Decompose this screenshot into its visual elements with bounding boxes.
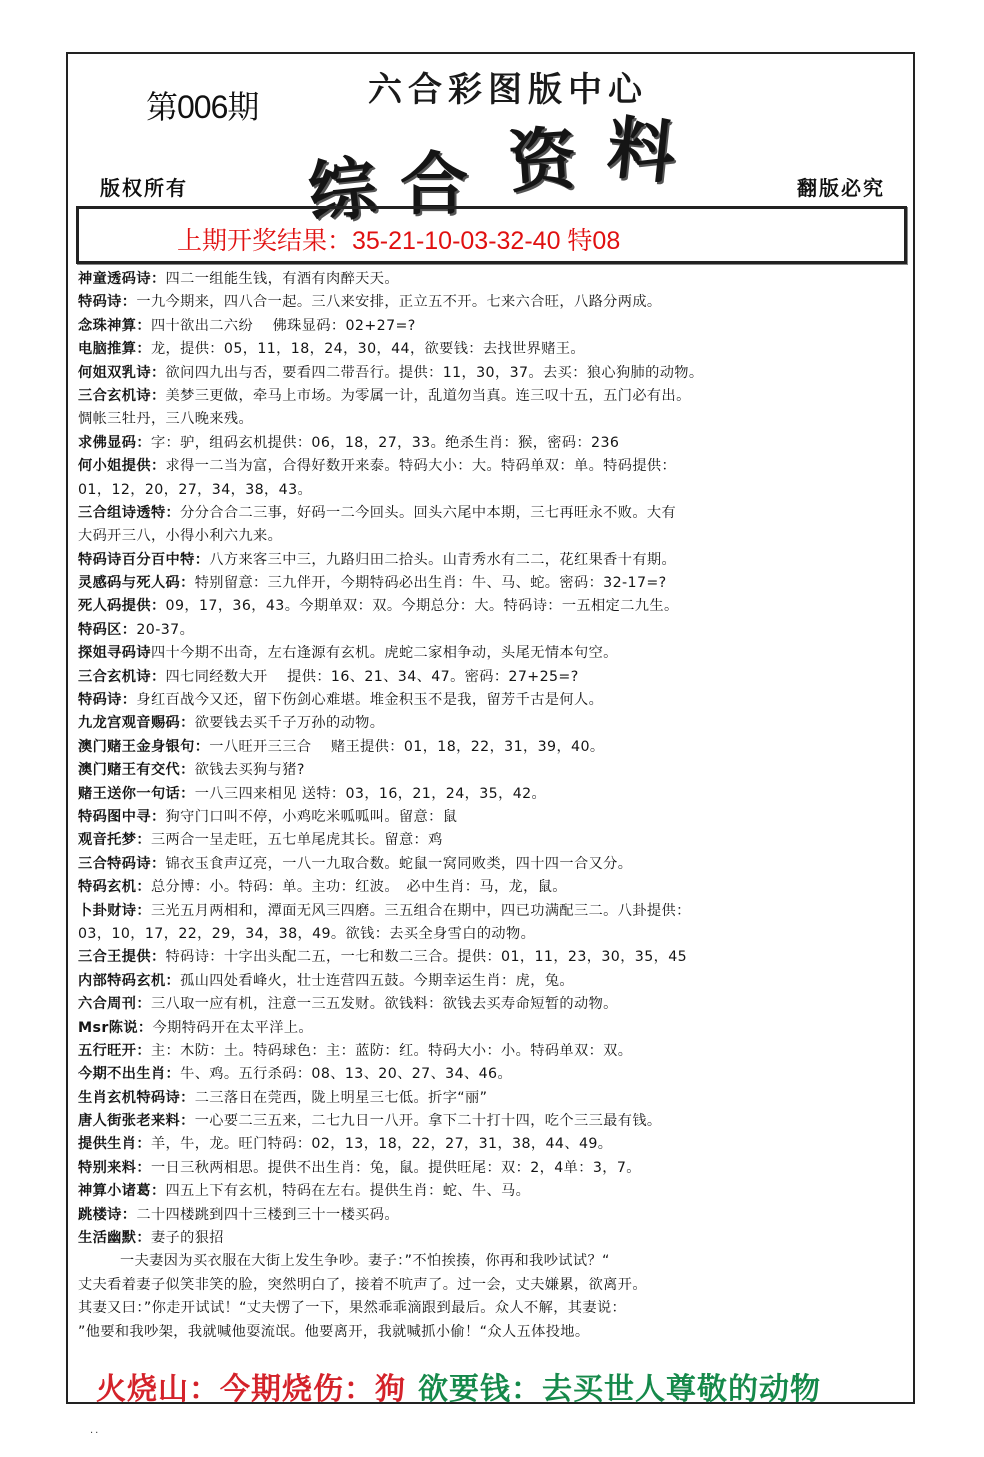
tip-text: 孤山四处看峰火，壮士连营四五鼓。今期幸运生肖：虎，兔。: [180, 972, 574, 989]
last-draw-result-box: [76, 206, 907, 264]
tip-label: 特码诗：: [78, 692, 137, 709]
banner-green-text: 欲要钱：去买世人尊敬的动物: [418, 1372, 821, 1407]
tip-line: [78, 853, 908, 876]
tip-line: [78, 1133, 908, 1156]
tip-label: 神童透码诗：: [78, 271, 166, 287]
story-line: 一夫妻因为买衣服在大街上发生争吵。妻子：”不怕挨揍，你再和我吵试试？“: [120, 1253, 610, 1270]
tip-text: 分分合合二三事，好码一二今回头。回头六尾中本期，三七再旺永不败。大有: [180, 504, 677, 521]
tip-label: 神算小诸葛：: [78, 1183, 166, 1200]
tip-text: 牛、鸡。五行杀码：08、13、20、27、34、46。: [180, 1066, 513, 1083]
tip-label: 探姐寻码诗: [78, 645, 151, 662]
title-char: 综: [304, 147, 381, 235]
tip-line: [78, 759, 908, 782]
tip-line: [78, 385, 908, 408]
tip-line: [78, 829, 908, 852]
tip-text: 欲要钱去买千子万孙的动物。: [194, 715, 385, 732]
tip-text: 主：木防：土。特码球色：主：蓝防：红。特码大小：小。特码单双：双。: [150, 1042, 633, 1059]
tip-line: [78, 1087, 908, 1110]
tip-text: 欲问四九出与否，要看四二带吾行。提供：11，30，37。去买：狼心狗肺的动物。: [165, 364, 704, 381]
tip-line: [78, 689, 908, 712]
tip-line: [78, 362, 908, 385]
story-line: 其妻又曰：”你走开试试！“丈夫愣了一下，果然乖乖滴跟到最后。众人不解，其妻说：: [78, 1300, 627, 1317]
tip-text: 特码诗：十字出头配二五，一七和数二三合。提供：01，11，23，30，35，45: [165, 949, 688, 966]
tip-line: [78, 408, 908, 431]
tip-text: 欲钱去买狗与猪?: [194, 762, 305, 779]
tip-line: [78, 806, 908, 829]
tip-line: [78, 1110, 908, 1133]
banner-red-text: 火烧山：今期烧伤：狗: [96, 1372, 406, 1407]
last-draw-result: 上期开奖结果：35-21-10-03-32-40 特08: [177, 227, 621, 255]
tip-text: 狗守门口叫不停，小鸡吃米呱呱叫。留意：鼠: [165, 808, 458, 825]
tip-label: 三合组诗透特：: [78, 504, 181, 521]
tip-line: [78, 900, 908, 923]
tip-text: 四二一组能生钱，有酒有肉醉天天。: [165, 271, 399, 287]
tip-line: [78, 619, 908, 642]
tip-line: [78, 338, 908, 361]
tip-label: 三合王提供：: [78, 949, 166, 966]
tip-line: [78, 666, 908, 689]
title-char: 资: [505, 118, 580, 204]
tip-line: [78, 549, 908, 572]
tip-label: 内部特码玄机：: [78, 972, 181, 989]
tip-label: 澳门赌王金身银句：: [78, 738, 210, 755]
tip-label: 特别来料：: [78, 1159, 151, 1176]
tip-line: [78, 291, 908, 314]
tip-line: [78, 736, 908, 759]
tip-text: 四七同经数大开 提供：16、21、34、47。密码：27+25=?: [165, 668, 579, 685]
tip-line: [78, 1157, 908, 1180]
tip-line: [78, 595, 908, 618]
tip-line: [78, 572, 908, 595]
tips-content: [78, 268, 908, 1344]
tip-line: [78, 946, 908, 969]
tip-label: 何姐双乳诗：: [78, 364, 166, 381]
tip-line: [78, 268, 908, 291]
tip-text: 字：驴，组码玄机提供：06，18，27，33。绝杀生肖：猴，密码：236: [150, 434, 620, 451]
tip-text: 三光五月两相和，潭面无风三四磨。三五组合在期中，四已功满配三二。八卦提供：: [150, 902, 691, 919]
tip-label: 特码诗百分百中特：: [78, 551, 210, 568]
tip-text: 四十欲出二六纷 佛珠显码：02+27=?: [150, 317, 416, 334]
tip-label: 特码图中寻：: [78, 808, 166, 825]
tip-line: [78, 479, 908, 502]
footer-banner: [96, 1364, 821, 1408]
tip-text: 锦衣玉食声辽亮，一八一九取合数。蛇鼠一窝同败类，四十四一合又分。: [165, 855, 633, 872]
tip-label: 念珠神算：: [78, 317, 151, 334]
tip-label: 何小姐提供：: [78, 458, 166, 475]
tip-line: [78, 642, 908, 665]
tip-text: 09，17，36，43。今期单双：双。今期总分：大。特码诗：一五相定二九生。: [165, 598, 679, 615]
tip-line: [78, 1204, 908, 1227]
tip-text: 一九今期来，四八合一起。三八来安排，正立五不开。七来六合旺，八路分两成。: [136, 294, 662, 311]
tip-line: [78, 315, 908, 338]
tip-line: [78, 1180, 908, 1203]
tip-label: 六合周刊：: [78, 996, 151, 1013]
tip-line: [78, 1040, 908, 1063]
tip-text: 惆帐三牡丹，三八晚来残。: [78, 411, 254, 428]
tip-label: 提供生肖：: [78, 1136, 151, 1153]
brand-title: 六合彩图版中心: [368, 70, 648, 110]
copyright-left: 版权所有: [100, 176, 188, 200]
lottery-sheet: [66, 52, 915, 1407]
tip-text: 羊，牛，龙。旺门特码：02，13，18，22，27，31，38，44、49。: [150, 1136, 613, 1153]
footer-marks: ··: [90, 1428, 101, 1439]
tip-line: [78, 876, 908, 899]
tip-line: [78, 1063, 908, 1086]
tip-label: 电脑推算：: [78, 341, 151, 358]
tip-label: 特码玄机：: [78, 879, 151, 896]
tip-text: 今期特码开在太平洋上。: [152, 1019, 313, 1036]
tip-label: 澳门赌王有交代：: [78, 762, 195, 779]
tip-text: 01，12，20，27，34，38，43。: [78, 481, 313, 498]
tip-line: [78, 993, 908, 1016]
copyright-right: 翻版必究: [797, 176, 885, 200]
tip-label: 三合特码诗：: [78, 855, 166, 872]
tip-text: 03，10，17，22，29，34，38，49。欲钱：去买全身雪白的动物。: [78, 925, 536, 942]
tip-label: 跳楼诗：: [78, 1206, 137, 1223]
tip-line: [78, 712, 908, 735]
story-line: 丈夫看着妻子似笑非笑的脸，突然明白了，接着不吭声了。过一会，丈夫嫌累，欲离开。: [78, 1276, 647, 1293]
tip-text: 20-37。: [136, 621, 195, 638]
title-char: 料: [603, 107, 680, 195]
title-char: 合: [400, 145, 469, 225]
tip-label: 三合玄机诗：: [78, 387, 166, 404]
tip-line: [78, 1017, 908, 1040]
tip-line: [78, 783, 908, 806]
tip-line: [78, 455, 908, 478]
tip-label: 赌王送你一句话：: [78, 785, 195, 802]
tip-label: 今期不出生肖：: [78, 1066, 181, 1083]
tip-text: 大码开三八，小得小利六九来。: [78, 528, 283, 545]
tip-label: 生肖玄机特码诗：: [78, 1089, 195, 1106]
tip-label: 卜卦财诗：: [78, 902, 151, 919]
tip-label: 特码诗：: [78, 294, 137, 311]
tip-label: 死人码提供：: [78, 598, 166, 615]
tip-text: 四十今期不出奇，左右逢源有玄机。虎蛇二家相争动，头尾无情本句空。: [150, 645, 618, 662]
tip-line: [78, 1227, 908, 1250]
tip-text: 四五上下有玄机，特码在左右。提供生肖：蛇、牛、马。: [165, 1183, 531, 1200]
tip-text: 二十四楼跳到四十三楼到三十一楼买码。: [136, 1206, 399, 1223]
tip-label: 生活幽默：: [78, 1230, 151, 1247]
tip-text: 八方来客三中三，九路归田二拾头。山青秀水有二二，花红果香十有期。: [209, 551, 677, 568]
tip-label: 灵感码与死人码：: [78, 575, 195, 592]
story-line: ”他要和我吵架，我就喊他耍流氓。他要离开，我就喊抓小偷！“众人五体投地。: [78, 1323, 590, 1340]
tip-text: 总分博：小。特码：单。主功：红波。 必中生肖：马，龙，鼠。: [150, 879, 567, 896]
tip-label: 九龙宫观音赐码：: [78, 715, 195, 732]
tip-text: 一八三四来相见 送特：03，16，21，24，35，42。: [194, 785, 547, 802]
tip-text: 一心要二三五来，二七九日一八开。拿下二十打十四，吃个三三最有钱。: [194, 1113, 662, 1130]
tip-line: [78, 970, 908, 993]
tip-text: 特别留意：三九伴开，今期特码必出生肖：牛、马、蛇。密码：32-17=?: [194, 575, 667, 592]
tip-text: 三八取一应有机，注意一三五发财。欲钱料：欲钱去买寿命短暂的动物。: [150, 996, 618, 1013]
tip-text: 龙，提供：05，11，18，24，30，44，欲要钱：去找世界赌王。: [150, 341, 585, 358]
tip-line: [78, 502, 908, 525]
tip-label: Msr陈说：: [78, 1019, 153, 1036]
tip-text: 身红百战今又还，留下伤剑心难堪。堆金积玉不是我，留芳千古是何人。: [136, 692, 604, 709]
tip-line: [78, 923, 908, 946]
main-title: [304, 107, 708, 235]
tip-label: 观音托梦：: [78, 832, 151, 849]
tip-text: 求得一二当为富，合得好数开来泰。特码大小：大。特码单双：单。特码提供：: [165, 458, 677, 475]
tip-line: [78, 525, 908, 548]
issue-number: 第006期: [146, 89, 259, 125]
tip-text: 妻子的狠招: [150, 1230, 224, 1247]
tip-text: 美梦三更做，牵马上市场。为零属一计，乱道勿当真。连三叹十五，五门必有出。: [165, 387, 691, 404]
tip-label: 五行旺开：: [78, 1042, 151, 1059]
tip-line: [78, 432, 908, 455]
tip-text: 一八旺开三三合 赌王提供：01，18，22，31，39，40。: [209, 738, 605, 755]
tip-label: 唐人街张老来料：: [78, 1113, 195, 1130]
tip-text: 二三落日在莞西，陇上明星三七低。折字“丽”: [194, 1089, 488, 1106]
tip-label: 求佛显码：: [78, 434, 151, 451]
tip-label: 特码区：: [78, 621, 137, 638]
tip-text: 三两合一呈走旺，五七单尾虎其长。留意：鸡: [150, 832, 443, 849]
tip-text: 一日三秋两相思。提供不出生肖：兔，鼠。提供旺尾：双：2，4单：3，7。: [150, 1159, 641, 1176]
tip-label: 三合玄机诗：: [78, 668, 166, 685]
